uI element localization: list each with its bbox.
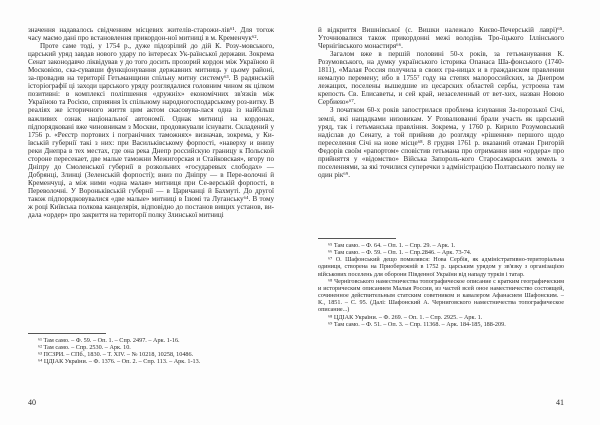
footnote: ⁶² Там само. – Спр. 2530. – Арк. 10.	[38, 344, 131, 352]
left-page-body	[28, 26, 274, 219]
footnote-rule	[28, 333, 106, 334]
left-paragraph: значення надавалось свідченням місцевих жителів-старожи-лів⁶¹. Для тогож часу маємо дані про встановлення прикордон-ної митниці в м. Кременчук⁶².	[28, 26, 274, 43]
right-page	[318, 26, 564, 412]
page-number: 41	[556, 398, 564, 407]
page-number: 40	[28, 398, 36, 407]
footnote: ⁶⁵ Там само. – Ф. 64. – Оп. 1. – Спр. 29. – Арк. 1.	[328, 242, 456, 249]
right-footnotes	[318, 238, 564, 328]
footnote: ⁶⁷ О. Шафонський дещо помилявся: Нова Сербія, як адміністративно-територіальна одиниця, створена на Приобережній в 1752 р. царським урядом у зв'язку з організацією військових поселень для оборони Південної України від нападу турків і татар.	[318, 256, 564, 278]
left-paragraph: Проте саме тоді, у 1754 р., дуже підозрілий до дій К. Розу-мовського, царський уряд завдав нового удару по інтересах Ук-раїнської держави. Зокрема Сенат законодавчо ліквідував у до того досить прозорий кордон між Україною й Московією, ска-сувавши функціонування державних митниць у цьому районі, за-провадив на території Гетьманщини спільну митну систему⁶³. В радянській історіографії ці заходи царського уряду розглядалися головним чином як цілком позитивні: в комплексі поліпшення «дружніх» економічних зв'язків між Україною та Росією, сприяння їх спільному народногосподарському роз-витку. В реаліях же історичного життя цим актом скасовува-лася одна із найбільш важливих ознак національної автономії. Однак митниці на кордонах, підпорядковані вже чиновникам з Москви, продовжували існувати. Складений у 1756 р. «Реєстр портових і погранічних таможнях» визначав, зокрема, у Ки-ївській губернії такі з них: при Васильківському форпості, «наверху и внизу реки Днепра в тех местах, где она река Днепр российскую границу к Польской стороне пересекает, две малые таможни Межигорская и Стайковская», вгору по Дніпру до Смоленської губернії в розкольних «государевых слободах» — Добрянці, Злинці (Зеленській форпості); вниз по Дніпру — в Пере-волочні й Кременчуці, а між ними «одна малая» митниця при Се-верській форпості, в Переволочні. У Вороньківській губернії — в Царичанці й Бахмуті. До другої також підпорядковувалися «две малые» митниці в Ізюмі та Луганську⁶⁴. В тому ж році Київська полкова канцелярія, відповідно до постанов вищих установ, ви-дала «ордер» про закриття на території полку Злинської митниці	[28, 42, 274, 220]
right-paragraph: З початком 60-х років запострилася проблема існування За-порозької Січі, землі, які нащадками низовикам. У Розвалюванні брали участь як царський уряд, так і гетьманська правління. Зокрема, у 1760 р. Кирило Розумовський надіслав до Сенату, а той прийняв до розгляду «рішення» першого щодо переселення Січі на нове місце⁶⁸. 8 грудня 1761 р. вказаний отаман Григорій Федорів своїм «рапортом» сповістив гетьмана про отримання ним «ордера» про прийняття у «відомство» Війська Запороль-кого Старосамарських земель з поселеннями, за які точилися суперечки з адміністрацією Полтавського полку не один рік⁶⁹.	[318, 106, 564, 179]
footnote: ⁶⁴ ЦДІАК України. – Ф. 1376. – Оп. 2. – Спр. 113. – Арк. 1-13.	[38, 358, 201, 366]
left-page	[28, 26, 274, 412]
right-page-body	[318, 26, 564, 179]
footnote: ⁶³ ПСЗРИ. – СПб., 1830. – Т. XIV. – № 10218, 10258, 10486.	[38, 351, 194, 359]
footnote-rule	[318, 238, 396, 239]
footnote: ⁶¹ Там само. – Ф. 59. – Оп. 1. – Спр. 2497. – Арк. 1-16.	[38, 337, 180, 344]
left-footnotes	[28, 333, 274, 366]
right-paragraph: й відкриття Вишнівської (с. Вишки належало Києво-Печерській лаврі)⁶⁵. Уточнювалися також прикордонні межі володінь Тро-їцького Іллінського Чернігівського монастиря⁶⁶.	[318, 26, 564, 51]
footnote: ⁶⁸ Черніговського наместничества топографическое описание с кратким географическим и историческим описанием Малыя России, из частей всей оное наместничество состоящей, сочиненное действительным статским советником и кавалером Афанасием Шафонским. – К., 1851. – С. 95. (Далі: Шафонский А. Черниговского наместничества топографическое описание...)	[318, 277, 564, 314]
footnote: ⁶⁶ Там само. – Ф. 59. – Оп. 1. – Спр.2846. – Арк. 73-74.	[328, 249, 472, 257]
footnote: ⁶⁹ Там само. – Ф. 51. – Оп. 3. – Спр. 11368. – Арк. 184-185, 188-209.	[328, 320, 506, 328]
footnote: ⁶⁸ ЦДІАК України. – Ф. 269. – Оп. 1. – Спр. 2925. – Арк. 1.	[328, 313, 483, 321]
right-paragraph: Загалом вже в першій половині 50-х років, за гетьманування К. Розумовського, на думку українського історика Опанаса Ша-фонського (1740-1811), «Малая Россия получила в своих гра-ницах и в гражданском правлении немалую перемену; ибо в 1755⁷ году на степях малороссийских, за Днепром лежащих, поселены вышедшие из цесарских областей сербы, устроена там крепость Св. Елисаветы, и сей край, незаселенный от вет-хих, назван Новою Сербиею»⁶⁷.	[318, 50, 564, 107]
